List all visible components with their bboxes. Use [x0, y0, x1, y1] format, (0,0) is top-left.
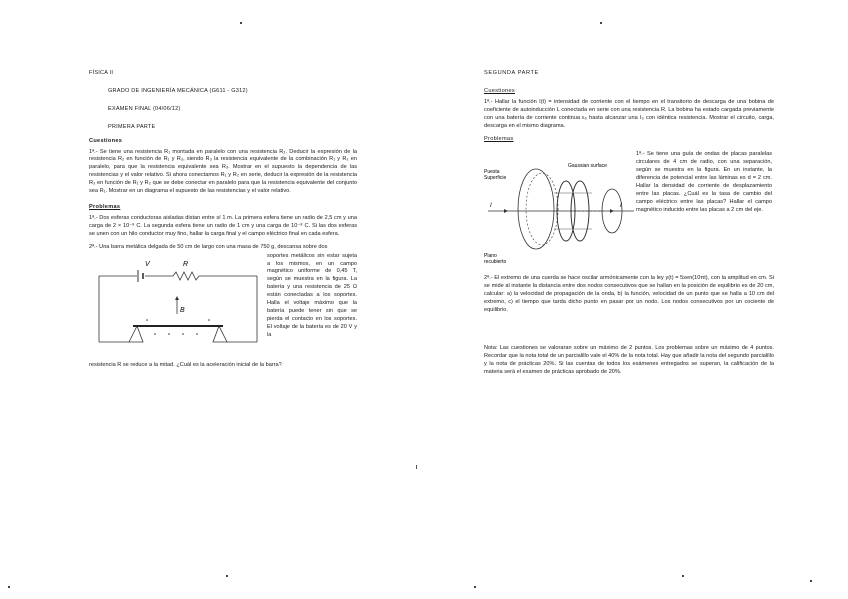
fig-label-bottom2: recubierto: [484, 259, 507, 266]
question-2-1: 1ª.- Hallar la función I(t) = intensidad de corriente con el tiempo en el transitorio de descarga de una bobina de coeficiente de autoinducción L conectada en serie con una resistencia R. La bobina ha estado cargada previamente con una batería de corriente continua ε₀ hasta alcanzar una I₀ con idéntica resistencia. Mostrar el circuito, carga, descarga en el mismo diagrama.: [484, 98, 774, 129]
exam-line: EXAMEN FINAL (04/06/12): [108, 105, 181, 112]
course-title: FÍSICA II: [89, 70, 114, 76]
problem-2-1-text: 1ª.- Se tiene una guía de ondas de placas paralelas circulares de 4 cm de radio, con una separación, según se muestra en la figura. En un instante, la diferencia de potencial entre las láminas es d = 2 cm. Hallar la densidad de corriente de desplazamiento entre las placas. ¿Cuál es la tasa de cambio del campo eléctrico entre las placas? Hallar el campo magnético inducido entre las placas a 2 cm del eje.: [636, 151, 772, 213]
fig-label-surface: Gaussian surface: [568, 163, 607, 170]
fig-label-left: Puesta: [484, 169, 500, 176]
problem-1: 1ª.- Dos esferas conductoras aisladas distan entre sí 1 m. La primera esfera tiene un radio de 2,5 cm y una carga de 2 × 10⁻⁸ C. La segunda esfera tiene un radio de 1 cm y una carga de 10⁻⁸ C. Si las dos esferas se unen con un hilo conductor muy fino, hallar la carga final y el campo eléctrico final en cada esfera.: [89, 214, 357, 237]
label-v: V: [145, 260, 150, 268]
problem-2-text: 2ª.- Una barra metálica delgada de 50 cm de largo con una masa de 750 g, descansa sobre dos: [89, 243, 328, 250]
label-r: R: [183, 260, 189, 268]
label-b: B: [180, 306, 185, 314]
scan-mark: [600, 22, 602, 24]
scan-mark: [810, 580, 812, 582]
problem-2-tail: resistencia R se reduce a la mitad. ¿Cuál es la aceleración inicial de la barra?: [89, 361, 282, 368]
part-title: PRIMERA PARTE: [108, 123, 156, 130]
problems-heading: Problemas: [89, 203, 121, 210]
scan-mark: [682, 575, 684, 577]
scan-mark: [8, 586, 10, 588]
part-two-title: SEGUNDA PARTE: [484, 70, 539, 76]
fig-label-i1: I: [490, 203, 492, 210]
problems-heading-2: Problemas: [484, 136, 514, 143]
problem-2-text-wrap: soportes metálicos sin estar sujeta a los mismos, en un campo magnético uniforme de 0,45 T, según se muestra en la figura. La batería y una resistencia de 25 Ω están conectadas a los soportes. Halla el voltaje máximo que la batería puede tener sin que se pierda el contacto en los soportes. El voltaje de la batería es de 20 V y la: [267, 252, 357, 338]
left-column: [89, 70, 357, 375]
right-column: [484, 70, 774, 382]
problem-2-2: 2ª.- El extremo de una cuerda se hace oscilar armónicamente con la ley y(t) = 5sen(10πt), con la amplitud en cm. Si se mide al instante la distancia entre dos nodos consecutivos que se hallan en la posición de equilibrio es de 20 cm, calcular: a) la velocidad de propagación de la onda, b) la función, velocidad de un punto que se halla a 10 cm del extremo, c) el tiempo que tarda dicho punto en pasar por un nodo. Los nodos consecutivos por un cociente de equilibrio.: [484, 275, 774, 313]
problem-2-1-block: [484, 147, 774, 267]
problem-2-block: [89, 244, 357, 362]
exam-note: Nota: Las cuestiones se valoraran sobre un máximo de 2 puntos. Los problemas sobre un máximo de 4 puntos. Recordar que la nota total de un parcialillo vale el 40% de la nota total. Hay que añadir la nota del segundo parcialillo y la nota de prácticas 20%. Si las cuentas de todos los exámenes entregados se superan, la calificación de la materia será el examen de prácticas aprobado de 20%.: [484, 344, 774, 375]
scan-mark: [226, 575, 228, 577]
circuit-diagram: [89, 254, 269, 359]
question-1: 1ª.- Se tiene una resistencia R₁ montada en paralelo con una resistencia R₂. Deducir la expresión de la resistencia R₂ en función de R₁ y R₃, siendo R₃ la resistencia equivalente de la combinación R₁ y R₂ en paralelo, para que la resistencia equivalente sea R₃. Mostrar en el supuesto la dependencia de las resistencias y el valor relativo. Si ahora conectamos R₁ y R₂ en serie, deducir la expresión de la resistencia R₃ en función de R₁ y R₂ que se debe conectar en paralelo para que la resistencia equivalente del conjunto sea R₁. Mostrar en un diagrama el supuesto de las resistencias y el valor relativo.: [89, 148, 357, 195]
fig-label-bottom: Plano: [484, 253, 497, 260]
questions-heading-2: Cuestiones: [484, 87, 515, 94]
scan-mark: [416, 465, 417, 469]
degree-line: GRADO DE INGENIERÍA MECÁNICA (G611 - G312): [108, 87, 248, 94]
fig-label-i2: I: [620, 203, 622, 210]
capacitor-figure: [484, 149, 634, 267]
scan-mark: [474, 586, 476, 588]
scan-mark: [240, 22, 242, 24]
fig-label-left2: Superficie: [484, 175, 507, 182]
questions-heading: Cuestiones: [89, 137, 123, 144]
